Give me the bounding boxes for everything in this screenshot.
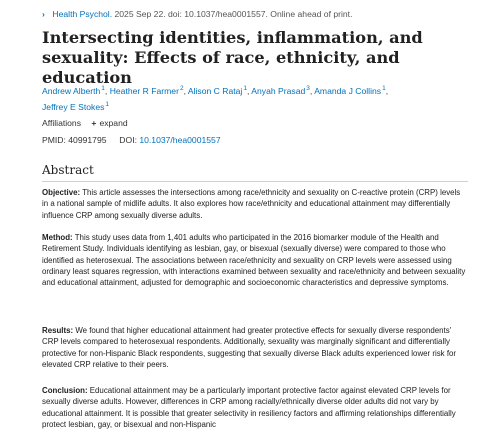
affiliations-label: Affiliations xyxy=(42,118,82,128)
author-affiliation-ref[interactable]: 1 xyxy=(243,85,247,92)
author-link[interactable]: Anyah Prasad xyxy=(251,86,306,96)
author-item: Alison C Rataj$^1$, xyxy=(187,85,252,96)
author-affiliation-ref[interactable]: 1 xyxy=(105,101,110,108)
section-label: Results: xyxy=(42,326,74,335)
author-affiliation-ref[interactable]: 1 xyxy=(382,85,386,92)
author-affiliation-ref[interactable]: 3 xyxy=(306,85,310,92)
author-item: Andrew Alberth$^1$, xyxy=(42,85,110,96)
author-item: Amanda J Collins$^1$, xyxy=(314,85,389,96)
expand-label[interactable]: expand xyxy=(99,118,128,128)
journal-citation xyxy=(42,9,352,19)
author-link[interactable]: Andrew Alberth xyxy=(42,86,101,96)
abstract-objective xyxy=(42,187,468,221)
citation-details: 2025 Sep 22. doi: 10.1037/hea0001557. Online ahead of print. xyxy=(112,9,353,19)
author-item xyxy=(42,102,109,112)
abstract-divider xyxy=(42,181,468,182)
doi-link[interactable]: 10.1037/hea0001557 xyxy=(139,135,221,145)
author-link[interactable]: Heather R Farmer xyxy=(109,86,179,96)
section-text: This article assesses the intersections among race/ethnicity and sexuality on C-reactive protein (CRP) levels in a national sample of midlife adults. It also explores how race/ethnicity and educational attainment may differentially influence CRP among sexually diverse adults. xyxy=(42,188,461,220)
abstract-method xyxy=(42,232,468,288)
author-item: Heather R Farmer$^2$, xyxy=(109,85,188,96)
abstract-conclusion xyxy=(42,385,468,430)
section-text: Educational attainment may be a particularly important protective factor against elevated CRP levels for sexually diverse adults. However, differences in CRP among racially/ethnically diverse older adults did not vary by educational attainment. It is possible that greater selectivity in resiliency factors and affirming relationships differentially protect lesbian, gay, or bisexual and non-Hispanic xyxy=(42,386,456,429)
section-label: Method: xyxy=(42,233,73,242)
article-title: Intersecting identities, inflammation, and sexuality: Effects of race, ethnicity, and education xyxy=(42,28,423,87)
author-link[interactable]: Amanda J Collins xyxy=(314,86,382,96)
abstract-results xyxy=(42,325,468,370)
abstract-heading: Abstract xyxy=(42,163,94,177)
section-text: We found that higher educational attainment had greater protective effects for sexually diverse respondents' CRP levels compared to heterosexual respondents. Additionally, sexuality was marginally significant and differentially protective for non-Hispanic Black respondents, suggesting that sexually diverse Black adults experienced lower risk for elevated CRP relative to their peers. xyxy=(42,326,457,369)
plus-icon[interactable]: + xyxy=(91,118,97,128)
chevron-right-icon: › xyxy=(42,9,45,19)
doi-label: DOI: xyxy=(119,135,140,145)
affiliations-toggle[interactable] xyxy=(42,118,128,128)
article-identifiers xyxy=(42,135,221,145)
section-label: Conclusion: xyxy=(42,386,88,395)
section-text: This study uses data from 1,401 adults who participated in the 2016 biomarker module of the Health and Retirement Study. Individuals identifying as lesbian, gay, or bisexual (sexually diverse) were compared to those who identified as heterosexual. The associations between race/ethnicity and sexuality on CRP levels were assessed using ordinary least squares regression, with interactions examined between sexuality and race/ethnicity and between sexuality and educational attainment, adjusted for demographic and socioeconomic characteristics and depressive symptoms. xyxy=(42,233,466,288)
author-link[interactable]: Jeffrey E Stokes xyxy=(42,102,105,112)
pmid-value: 40991795 xyxy=(68,135,107,145)
author-affiliation-ref[interactable]: 1 xyxy=(101,85,105,92)
author-item: Anyah Prasad$^3$, xyxy=(251,85,315,96)
journal-link[interactable]: Health Psychol. xyxy=(52,9,113,19)
author-affiliation-ref[interactable]: 2 xyxy=(179,85,184,92)
author-list xyxy=(42,82,468,114)
section-label: Objective: xyxy=(42,188,81,197)
pmid-label: PMID: xyxy=(42,135,69,145)
author-link[interactable]: Alison C Rataj xyxy=(187,86,243,96)
